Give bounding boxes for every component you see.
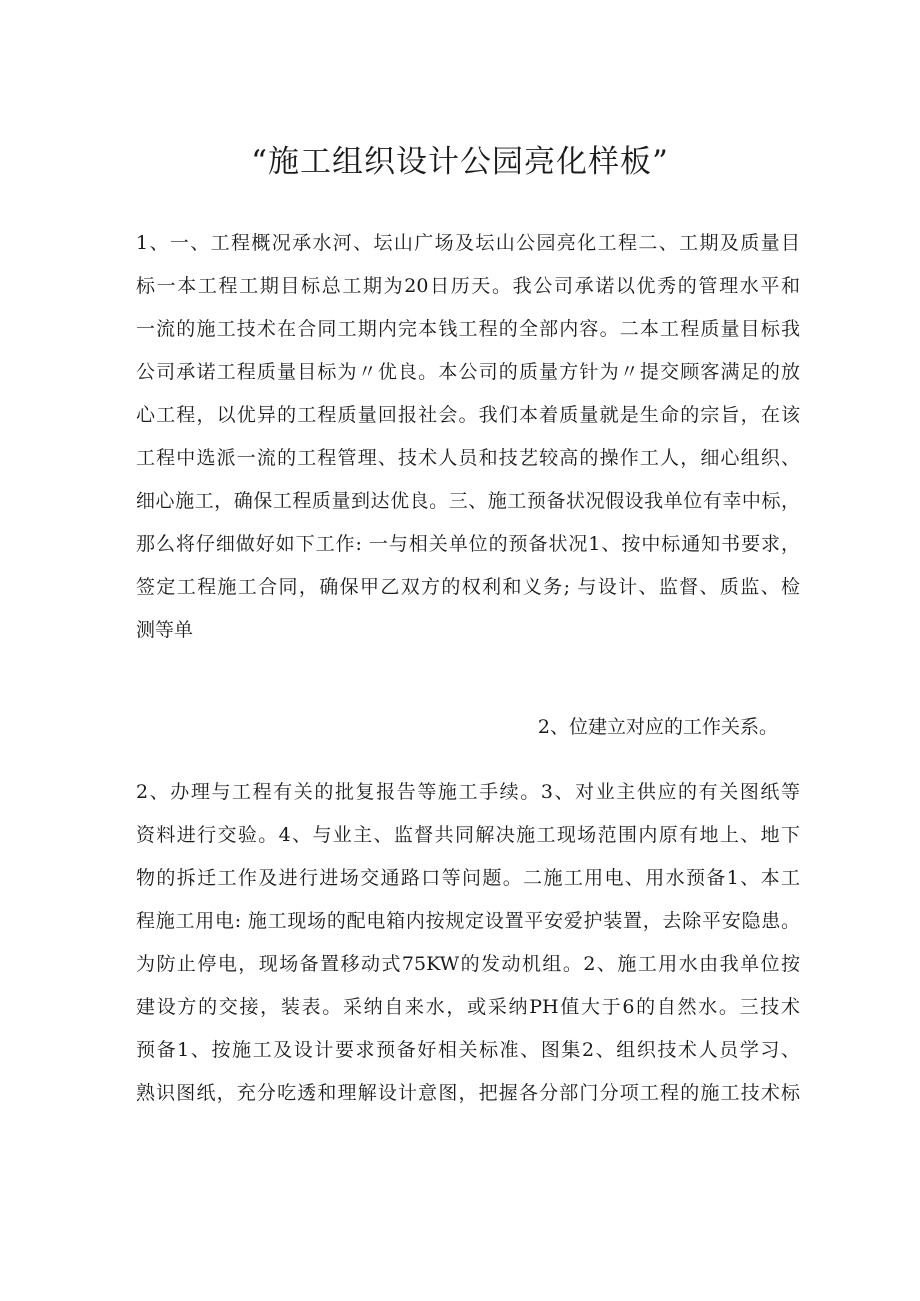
- text-line: 公司承诺工程质量目标为〃优良。本公司的质量方针为〃提交顾客满足的放: [136, 361, 800, 383]
- section-1-paragraph: [136, 222, 800, 652]
- text-line: 1、一、工程概况承水河、坛山广场及坛山公园亮化工程二、工期及质量目: [136, 232, 800, 254]
- text-line: 2、办理与工程有关的批复报告等施工手续。3、对业主供应的有关图纸等: [136, 781, 800, 803]
- text-line: 心工程，以优异的工程质量回报社会。我们本着质量就是生命的宗旨，在该: [136, 404, 800, 426]
- text-line: 预备1、按施工及设计要求预备好相关标准、图集2、组织技术人员学习、: [136, 1039, 800, 1061]
- text-line: 工程中选派一流的工程管理、技术人员和技艺较高的操作工人，细心组织、: [136, 447, 800, 469]
- text-line: 建设方的交接，装表。采纳自来水，或采纳PH值大于6的自然水。三技术: [136, 996, 800, 1018]
- text-line: 熟识图纸，充分吃透和理解设计意图，把握各分部门分项工程的施工技术标: [136, 1082, 800, 1104]
- text-line: 物的拆迁工作及进行进场交通路口等问题。二施工用电、用水预备1、本工: [136, 867, 800, 889]
- text-line: 标一本工程工期目标总工期为20日历天。我公司承诺以优秀的管理水平和: [136, 275, 800, 297]
- text-line: 为防止停电，现场备置移动式75KW的发动机组。2、施工用水由我单位按: [136, 953, 800, 975]
- text-line: 那么将仔细做好如下工作: 一与相关单位的预备状况1、按中标通知书要求，: [136, 533, 800, 555]
- text-line: 细心施工，确保工程质量到达优良。三、施工预备状况假设我单位有幸中标，: [136, 490, 800, 512]
- section-2-paragraph: [136, 771, 800, 1115]
- text-line: 程施工用电: 施工现场的配电箱内按规定设置平安爱护装置，去除平安隐患。: [136, 910, 800, 932]
- text-line-right-aligned: 2、位建立对应的工作关系。: [537, 716, 778, 738]
- text-line: 签定工程施工合同，确保甲乙双方的权利和义务; 与设计、监督、质监、检: [136, 576, 800, 598]
- section-1-end-paragraph: [136, 706, 800, 749]
- text-line: 一流的施工技术在合同工期内完本钱工程的全部内容。二本工程质量目标我: [136, 318, 800, 340]
- text-line: 测等单: [136, 619, 194, 641]
- document-title: “施工组织设计公园亮化样板”: [251, 144, 669, 180]
- text-line: 资料进行交验。4、与业主、监督共同解决施工现场范围内原有地上、地下: [136, 824, 800, 846]
